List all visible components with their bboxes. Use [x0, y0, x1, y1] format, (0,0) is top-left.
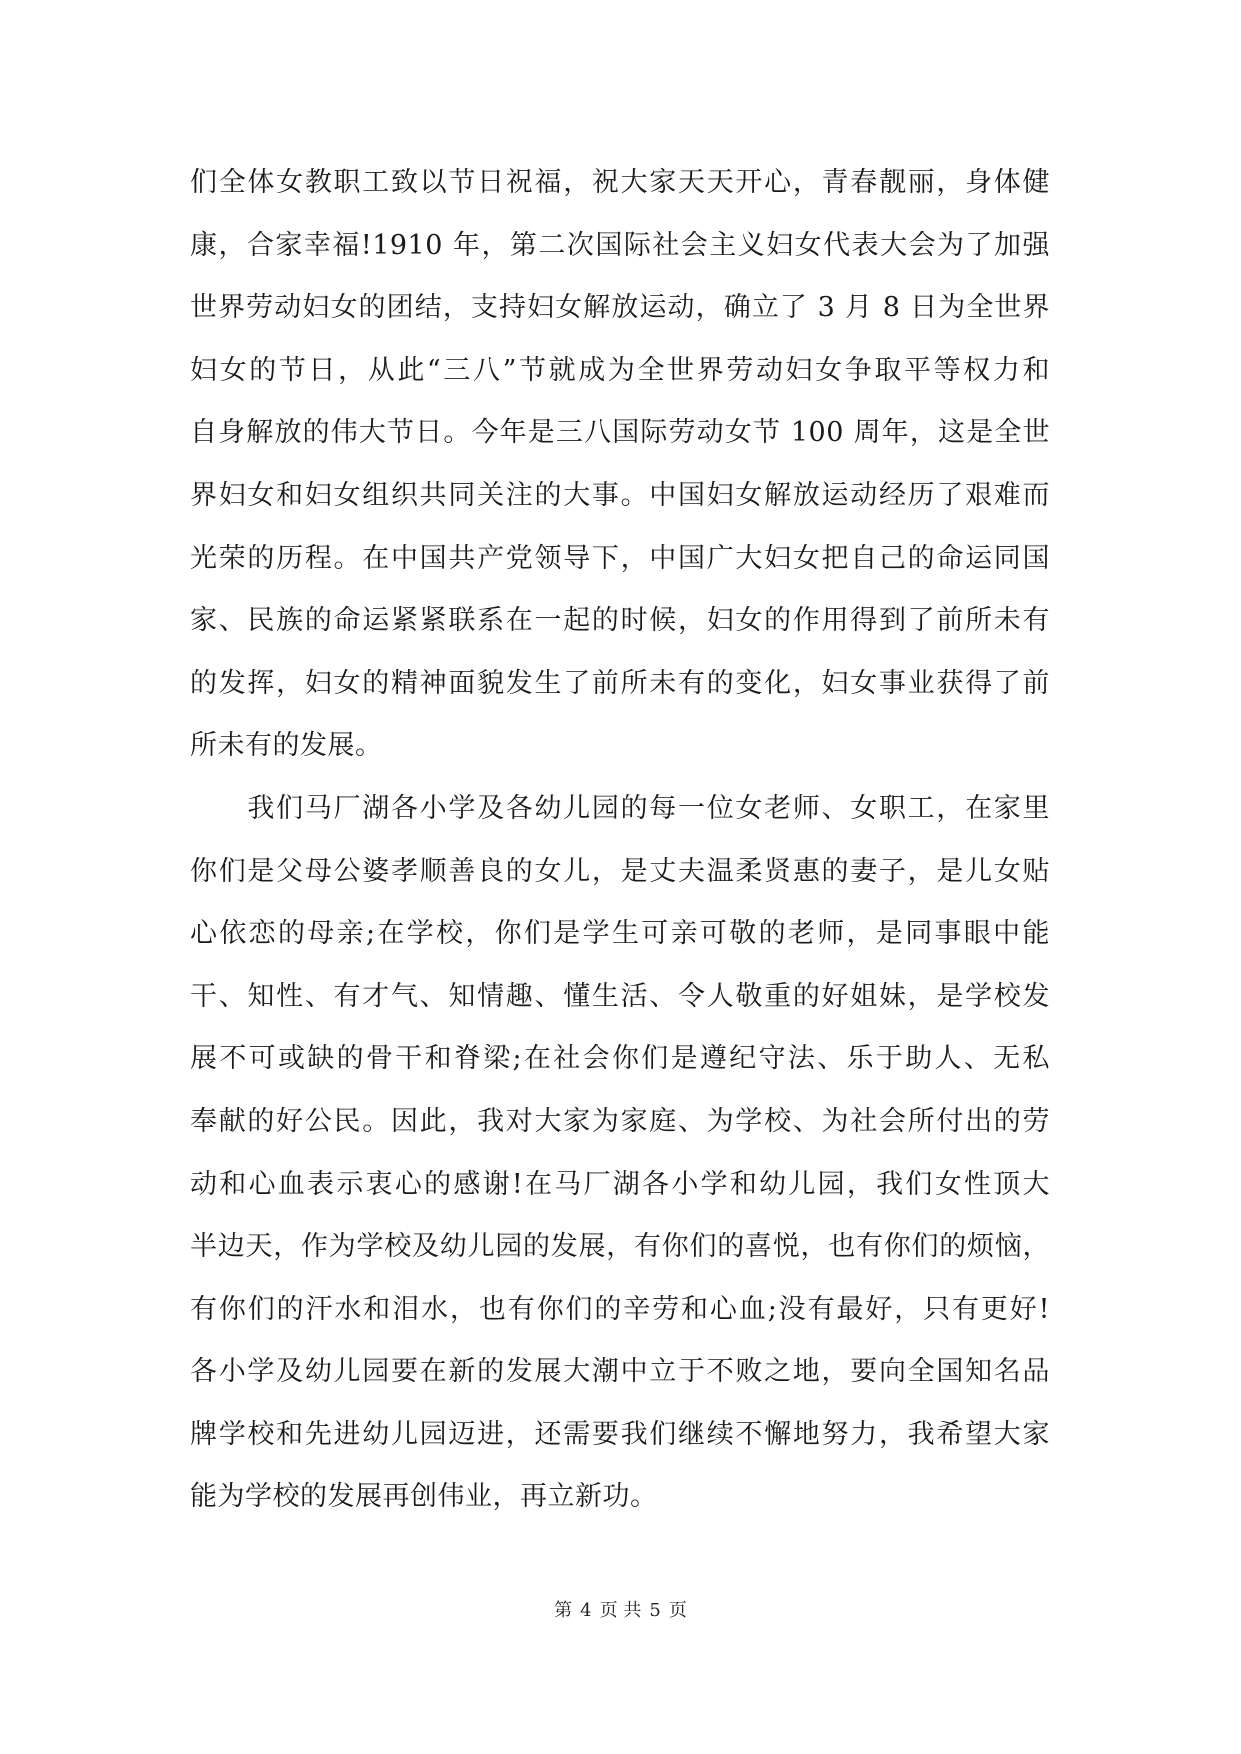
page-footer: [0, 1596, 1241, 1622]
text-line: 所未有的发展。: [190, 730, 383, 762]
text-line: 的发挥，妇女的精神面貌发生了前所未有的变化，妇女事业获得了前: [190, 667, 1050, 699]
text-line: 有你们的汗水和泪水，也有你们的辛劳和心血;没有最好，只有更好!: [190, 1293, 1050, 1325]
text-line: 你们是父母公婆孝顺善良的女儿，是丈夫温柔贤惠的妻子，是儿女贴: [190, 855, 1050, 887]
text-line: 牌学校和先进幼儿园迈进，还需要我们继续不懈地努力，我希望大家: [190, 1418, 1050, 1450]
text-line: 奉献的好公民。因此，我对大家为家庭、为学校、为社会所付出的劳: [190, 1105, 1050, 1137]
body-text: [190, 152, 1050, 1529]
text-line: 界妇女和妇女组织共同关注的大事。中国妇女解放运动经历了艰难而: [190, 479, 1050, 511]
text-line: 干、知性、有才气、知情趣、懂生活、令人敬重的好姐妹，是学校发: [190, 980, 1050, 1012]
text-line: 自身解放的伟大节日。今年是三八国际劳动女节 100 周年，这是全世: [190, 417, 1050, 449]
text-line: 动和心血表示衷心的感谢!在马厂湖各小学和幼儿园，我们女性顶大: [190, 1168, 1050, 1200]
text-line: 半边天，作为学校及幼儿园的发展，有你们的喜悦，也有你们的烦恼，: [190, 1231, 1050, 1263]
text-line: 家、民族的命运紧紧联系在一起的时候，妇女的作用得到了前所未有: [190, 605, 1050, 637]
text-line: 心依恋的母亲;在学校，你们是学生可亲可敬的老师，是同事眼中能: [190, 918, 1050, 950]
text-line: 能为学校的发展再创伟业，再立新功。: [190, 1481, 658, 1513]
text-line: 们全体女教职工致以节日祝福，祝大家天天开心，青春靓丽，身体健: [190, 167, 1050, 198]
page-number-total: 5: [649, 1600, 661, 1621]
text-line: 世界劳动妇女的团结，支持妇女解放运动，确立了 3 月 8 日为全世界: [190, 292, 1050, 324]
footer-middle: 页 共: [599, 1600, 642, 1621]
page-number-current: 4: [580, 1600, 592, 1621]
text-line: 展不可或缺的骨干和脊梁;在社会你们是遵纪守法、乐于助人、无私: [190, 1043, 1050, 1075]
text-line: 妇女的节日，从此“三八”节就成为全世界劳动妇女争取平等权力和: [190, 354, 1050, 386]
text-line: 康，合家幸福!1910 年，第二次国际社会主义妇女代表大会为了加强: [190, 229, 1050, 261]
text-line: 我们马厂湖各小学及各幼儿园的每一位女老师、女职工，在家里: [190, 792, 1050, 824]
paragraph-1: [190, 152, 1050, 778]
text-line: 各小学及幼儿园要在新的发展大潮中立于不败之地，要向全国知名品: [190, 1356, 1050, 1388]
footer-prefix: 第: [554, 1600, 573, 1621]
footer-suffix: 页: [668, 1600, 687, 1621]
paragraph-2: [190, 778, 1050, 1529]
text-line: 光荣的历程。在中国共产党领导下，中国广大妇女把自己的命运同国: [190, 542, 1050, 574]
